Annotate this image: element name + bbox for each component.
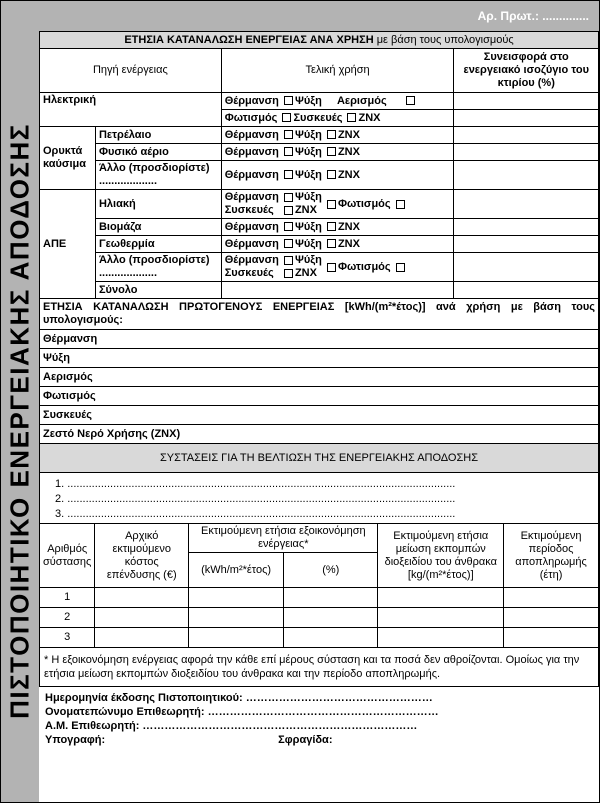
contribution-cell[interactable] [454,127,599,144]
rec-cell[interactable] [378,608,504,628]
rec-cell[interactable] [189,588,284,608]
annual-consumption-table [39,31,599,299]
source-electric: Ηλεκτρική [40,93,222,127]
use-checkboxes: Φωτισμός Συσκευές ΖΝΧ [221,110,454,127]
rec-row-number: 2 [40,608,95,628]
cooling-checkbox[interactable] [327,170,336,179]
rec-cell[interactable] [504,588,599,608]
cooling-checkbox[interactable] [327,222,336,231]
rec-cell[interactable] [95,608,189,628]
contribution-cell[interactable] [454,190,599,219]
heating-checkbox[interactable] [284,239,293,248]
cooling-checkbox[interactable] [327,239,336,248]
col-savings-kwh-header: (kWh/m²*έτος) [189,553,284,588]
rec-cell[interactable] [378,588,504,608]
primary-row-dhw[interactable]: Ζεστό Νερό Χρήσης (ΖΝΧ) [40,425,599,444]
source-gas: Φυσικό αέριο [95,144,221,161]
protocol-number: Αρ. Πρωτ.: .............. [477,9,589,23]
rec-cell[interactable] [504,628,599,648]
col-cost-header: Αρχικό εκτιμούμενο κόστος επένδυσης (€) [95,524,189,588]
total-contribution-cell[interactable] [454,282,599,299]
source-other: Άλλο (προσδιορίστε) ................... [95,161,221,190]
rec-cell[interactable] [95,628,189,648]
contribution-cell[interactable] [454,161,599,190]
primary-header: ΕΤΗΣΙΑ ΚΑΤΑΝΑΛΩΣΗ ΠΡΩΤΟΓΕΝΟΥΣ ΕΝΕΡΓΕΙΑΣ [kWh/(m²*έτος)] ανά χρήση με βάση τους υπολογισμούς: [40,299,599,330]
inspector-name-field[interactable]: Ονοματεπώνυμο Επιθεωρητή: ……………………………………………………… [45,706,439,718]
rec-cell[interactable] [284,608,378,628]
recommendation-line-1[interactable]: 1. ............................................................................................................................... [55,478,456,490]
col-savings-pct-header: (%) [284,553,378,588]
source-solar: Ηλιακή [95,190,221,219]
contribution-cell[interactable] [454,236,599,253]
signature-label[interactable]: Υπογραφή: [45,734,106,746]
col-payback-header: Εκτιμούμενη περίοδος αποπληρωμής (έτη) [504,524,599,588]
ventilation-checkbox[interactable] [406,96,415,105]
heating-checkbox[interactable] [284,96,293,105]
use-checkboxes: Θέρμανση Συσκευές Ψύξη ΖΝΧ Φωτισμός [221,190,454,219]
contribution-column-header: Συνεισφορά στο ενεργειακό ισοζύγιο του κτιρίου (%) [454,49,599,93]
dhw-checkbox[interactable] [284,269,293,278]
total-use-cell[interactable] [221,282,454,299]
lighting-checkbox[interactable] [327,200,336,209]
contribution-cell[interactable] [454,144,599,161]
contribution-cell[interactable] [454,219,599,236]
source-oil: Πετρέλαιο [95,127,221,144]
inspector-id-field[interactable]: Α.Μ. Επιθεωρητή: ………………………………………………………………… [45,720,418,732]
primary-row-appliances[interactable]: Συσκευές [40,406,599,425]
recommendation-line-2[interactable]: 2. ............................................................................................................................... [55,493,456,505]
issue-date-field[interactable]: Ημερομηνία έκδοσης Πιστοποιητικού: …………………………………………… [45,692,433,704]
use-checkboxes: Θέρμανση Ψύξη ΖΝΧ [221,236,454,253]
primary-row-cooling[interactable]: Ψύξη [40,349,599,368]
heating-checkbox[interactable] [284,130,293,139]
rec-cell[interactable] [189,608,284,628]
seal-label[interactable]: Σφραγίδα: [278,734,333,746]
cooling-checkbox[interactable] [327,130,336,139]
col-co2-header: Εκτιμούμενη ετήσια μείωση εκπομπών διοξειδίου του άνθρακα [kg/(m²*έτος)] [378,524,504,588]
use-checkboxes: Θέρμανση Ψύξη ΖΝΧ [221,161,454,190]
contribution-cell[interactable] [454,253,599,282]
lighting-checkbox[interactable] [282,113,291,122]
col-number-header: Αριθμός σύστασης [40,524,95,588]
rec-row-number: 1 [40,588,95,608]
sidebar-title: ΠΙΣΤΟΠΟΙΗΤΙΚΟ ΕΝΕΡΓΕΙΑΚΗΣ ΑΠΟΔΟΣΗΣ [4,123,35,719]
recommendation-line-3[interactable]: 3. ............................................................................................................................... [55,508,456,520]
footer [39,687,599,751]
primary-row-heating[interactable]: Θέρμανση [40,330,599,349]
rec-cell[interactable] [95,588,189,608]
cooling-checkbox[interactable] [327,147,336,156]
source-other-ape: Άλλο (προσδιορίστε) ................... [95,253,221,282]
heating-checkbox[interactable] [284,170,293,179]
primary-row-ventilation[interactable]: Αερισμός [40,368,599,387]
use-checkboxes: Θέρμανση Ψύξη Αερισμός [221,93,454,110]
contribution-cell[interactable] [454,93,599,110]
source-column-header: Πηγή ενέργειας [40,49,222,93]
appliances-checkbox[interactable] [347,113,356,122]
rec-cell[interactable] [284,588,378,608]
rec-row-number: 3 [40,628,95,648]
use-checkboxes: Θέρμανση Ψύξη ΖΝΧ [221,144,454,161]
use-checkboxes: Θέρμανση Συσκευές Ψύξη ΖΝΧ Φωτισμός [221,253,454,282]
rec-cell[interactable] [504,608,599,628]
lighting-checkbox[interactable] [327,263,336,272]
heating-checkbox[interactable] [284,222,293,231]
extra-checkbox[interactable] [396,263,405,272]
source-fossil: Ορυκτά καύσιμα [40,127,96,190]
rec-cell[interactable] [189,628,284,648]
cooling-checkbox[interactable] [284,256,293,265]
heating-checkbox[interactable] [284,147,293,156]
recommendation-lines [40,473,599,524]
annual-header: ΕΤΗΣΙΑ ΚΑΤΑΝΑΛΩΣΗ ΕΝΕΡΓΕΙΑΣ ΑΝΑ ΧΡΗΣΗ με βάση τους υπολογισμούς [40,32,599,49]
use-column-header: Τελική χρήση [221,49,454,93]
source-ape: ΑΠΕ [40,190,96,299]
primary-row-lighting[interactable]: Φωτισμός [40,387,599,406]
rec-cell[interactable] [378,628,504,648]
recommendations-header: ΣΥΣΤΑΣΕΙΣ ΓΙΑ ΤΗ ΒΕΛΤΙΩΣΗ ΤΗΣ ΕΝΕΡΓΕΙΑΚΗΣ ΑΠΟΔΟΣΗΣ [40,444,599,473]
footnote: * Η εξοικονόμηση ενέργειας αφορά την κάθε επί μέρους σύσταση και τα ποσά δεν αθροίζονται. Ομοίως για την ετήσια μείωση εκπομπών διοξειδίου του άνθρακα και την περίοδο αποπληρωμής. [40,648,599,687]
sidebar [1,1,39,802]
dhw-checkbox[interactable] [284,206,293,215]
source-biomass: Βιομάζα [95,219,221,236]
col-savings-header: Εκτιμούμενη ετήσια εξοικονόμηση ενέργειας* [189,524,378,553]
total-label: Σύνολο [95,282,221,299]
top-bar [39,1,599,31]
signature-seal-row [45,733,593,747]
note-table [39,647,599,687]
recommendations-table [39,523,599,648]
contribution-cell[interactable] [454,110,599,127]
content [39,31,599,751]
use-checkboxes: Θέρμανση Ψύξη ΖΝΧ [221,219,454,236]
rec-cell[interactable] [284,628,378,648]
cooling-checkbox[interactable] [284,193,293,202]
use-checkboxes: Θέρμανση Ψύξη ΖΝΧ [221,127,454,144]
extra-checkbox[interactable] [396,200,405,209]
primary-consumption-table [39,298,599,524]
source-geothermal: Γεωθερμία [95,236,221,253]
